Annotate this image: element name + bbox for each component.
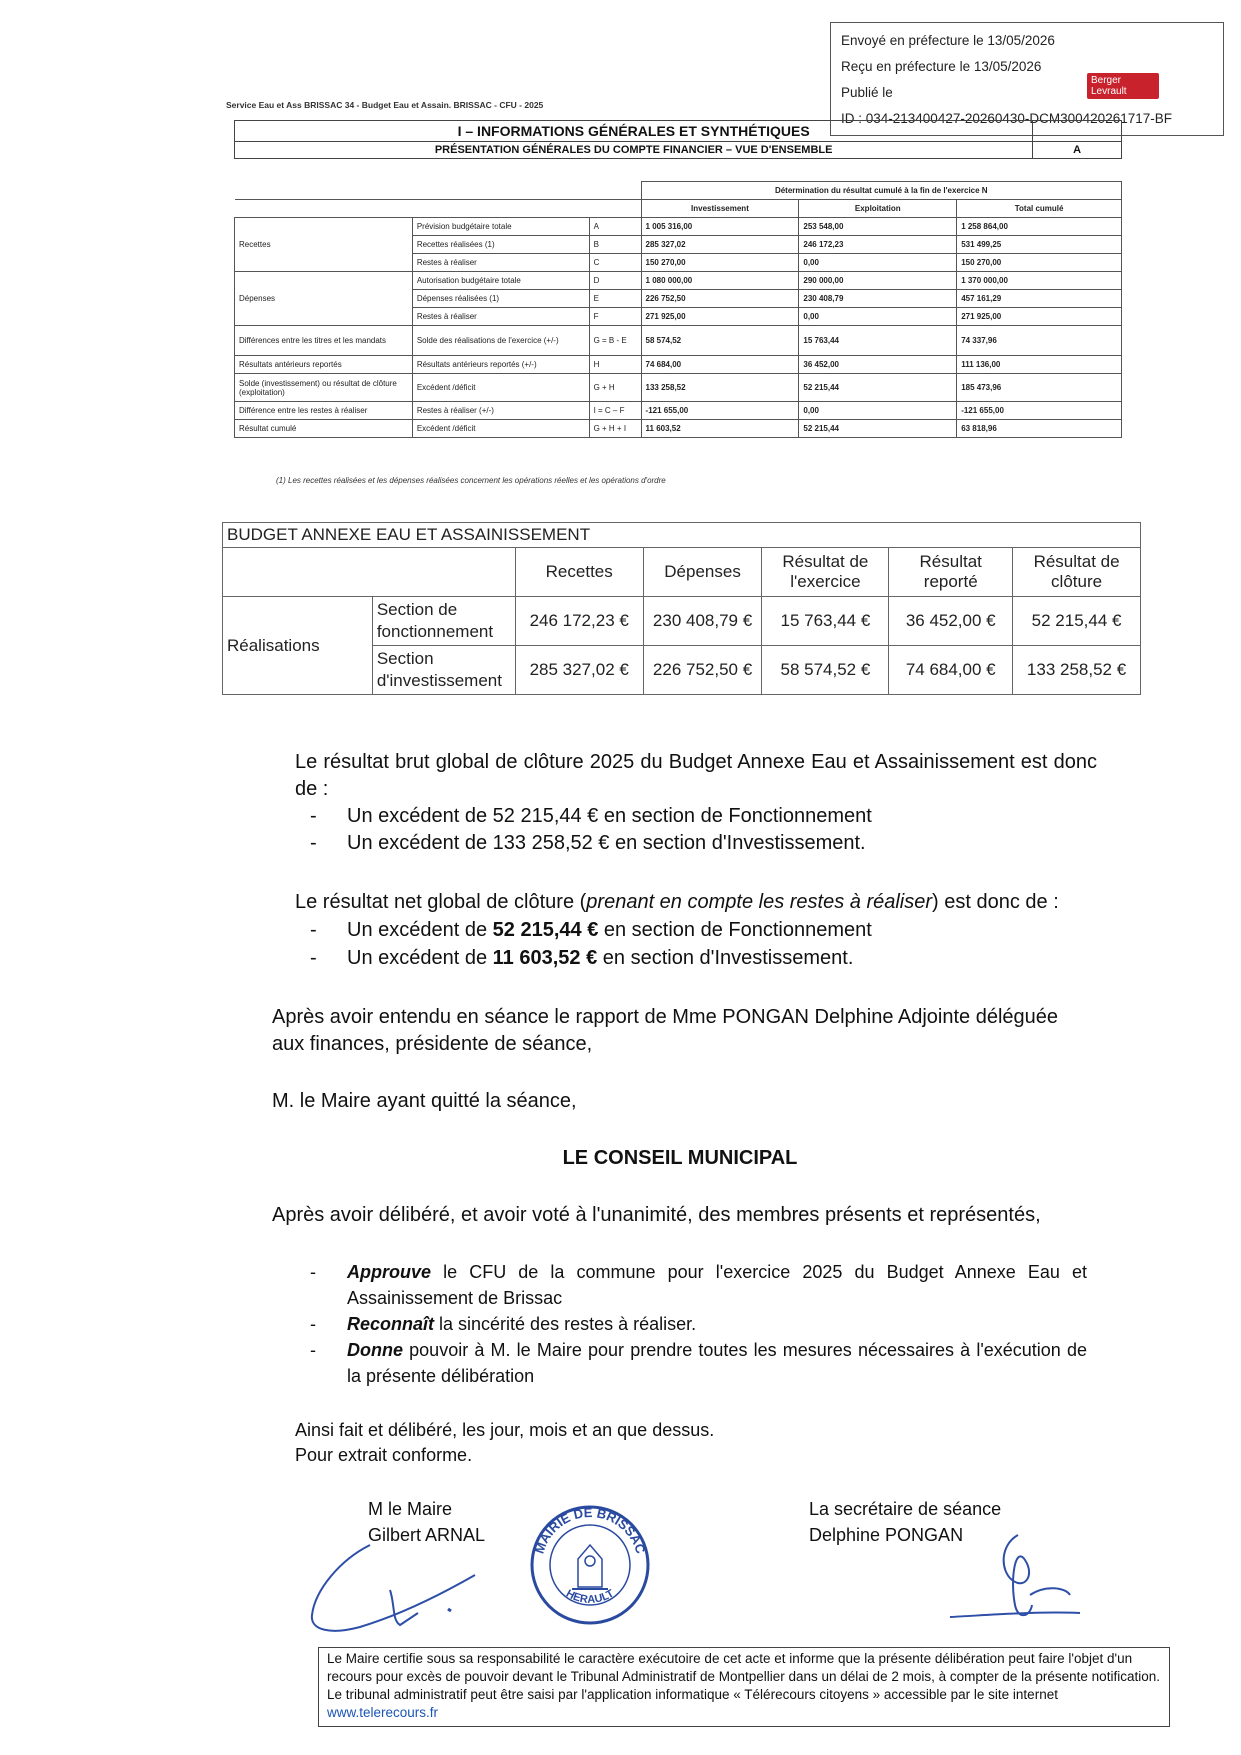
- table-row: Différences entre les titres et les mandats Solde des réalisations de l'exercice (+/-) G = B - E 58 574,52 15 763,44 74 337,96: [235, 326, 1122, 356]
- col-header: Dépenses: [643, 548, 762, 597]
- mairie-seal: [528, 1503, 652, 1627]
- list-dash: -: [310, 1262, 316, 1282]
- mayor-signature: [300, 1535, 500, 1635]
- col-header: Total cumulé: [957, 200, 1122, 218]
- stamp-published: Publié le: [841, 85, 893, 100]
- table-footnote: (1) Les recettes réalisées et les dépenses réalisées concernent les opérations réelles et les opérations d'ordre: [276, 476, 666, 485]
- list-dash: -: [310, 805, 317, 827]
- berger-levrault-logo: Berger Levrault: [1087, 73, 1159, 99]
- mayor-title: M le Maire: [368, 1499, 453, 1519]
- table-row: Dépenses réalisées (1) E 226 752,50 230 408,79 457 161,29: [235, 290, 1122, 308]
- secretary-name: Delphine PONGAN: [809, 1525, 964, 1545]
- table-row: Résultat cumulé Excédent /déficit G + H + I 11 603,52 52 215,44 63 818,96: [235, 420, 1122, 438]
- list-item: Un excédent de 11 603,52 € en section d'Investissement.: [347, 947, 854, 969]
- decision-recognize: Reconnaît la sincérité des restes à réaliser.: [347, 1314, 697, 1334]
- telerecours-link[interactable]: www.telerecours.fr: [327, 1705, 439, 1720]
- table-row: Restes à réaliser F 271 925,00 0,00 271 925,00: [235, 308, 1122, 326]
- list-item: Un excédent de 52 215,44 € en section de Fonctionnement: [347, 919, 872, 941]
- stamp-id: ID : 034-213400427-20260430-DCM300420261717-BF: [841, 111, 1172, 126]
- decision-approve: Approuve le CFU de la commune pour l'exercice 2025 du Budget Annexe Eau et Assainissement de Brissac: [347, 1262, 1087, 1308]
- council-heading: LE CONSEIL MUNICIPAL: [562, 1147, 798, 1169]
- col-header: Recettes: [515, 548, 643, 597]
- table-row: Dépenses Autorisation budgétaire totale D 1 080 000,00 290 000,00 1 370 000,00: [235, 272, 1122, 290]
- budget-title: BUDGET ANNEXE EAU ET ASSAINISSEMENT: [223, 523, 1141, 548]
- paragraph-mayor-left: M. le Maire ayant quitté la séance,: [272, 1090, 577, 1112]
- stamp-received: Reçu en préfecture le 13/05/2026: [841, 59, 1042, 74]
- table-row: Résultats antérieurs reportés Résultats antérieurs reportés (+/-) H 74 684,00 36 452,00 111 136,00: [235, 356, 1122, 374]
- service-line: Service Eau et Ass BRISSAC 34 - Budget Eau et Assain. BRISSAC - CFU - 2025: [226, 100, 544, 110]
- col-header: Résultat reporté: [889, 548, 1013, 597]
- section-letter: A: [1033, 142, 1122, 159]
- list-dash: -: [310, 1314, 316, 1334]
- closing-1: Ainsi fait et délibéré, les jour, mois et an que dessus.: [295, 1420, 715, 1440]
- paragraph-report: Après avoir entendu en séance le rapport de Mme PONGAN Delphine Adjointe déléguée aux finances, présidente de séance,: [272, 1006, 1059, 1055]
- stamp-sent: Envoyé en préfecture le 13/05/2026: [841, 33, 1055, 48]
- budget-summary-table: [222, 522, 1141, 695]
- col-header: Exploitation: [799, 200, 957, 218]
- closing-2: Pour extrait conforme.: [295, 1445, 473, 1465]
- header-table: [234, 120, 1122, 159]
- table-row: Section d'investissement 285 327,02 € 226 752,50 € 58 574,52 € 74 684,00 € 133 258,52 €: [223, 646, 1141, 695]
- list-item: Un excédent de 133 258,52 € en section d'Investissement.: [347, 832, 866, 854]
- mayor-name: Gilbert ARNAL: [368, 1525, 486, 1545]
- table-row: Restes à réaliser C 150 270,00 0,00 150 270,00: [235, 254, 1122, 272]
- svg-text:HERAULT: HERAULT: [563, 1587, 617, 1606]
- list-item: Un excédent de 52 215,44 € en section de Fonctionnement: [347, 805, 872, 827]
- decision-give: Donne pouvoir à M. le Maire pour prendre toutes les mesures nécessaires à l'exécution de la présente délibération: [347, 1340, 1087, 1386]
- secretary-title: La secrétaire de séance: [809, 1499, 1002, 1519]
- table-caption: Détermination du résultat cumulé à la fin de l'exercice N: [641, 182, 1121, 200]
- result-determination-table: [234, 181, 1122, 438]
- svg-text:MAIRIE DE BRISSAC: MAIRIE DE BRISSAC: [531, 1504, 649, 1556]
- paragraph-gross-result: Le résultat brut global de clôture 2025 du Budget Annexe Eau et Assainissement est donc de :: [295, 751, 1097, 800]
- paragraph-vote: Après avoir délibéré, et avoir voté à l'unanimité, des membres présents et représentés,: [272, 1204, 1041, 1226]
- paragraph-net-result: Le résultat net global de clôture (prenant en compte les restes à réaliser) est donc de :: [295, 891, 1059, 913]
- group-label: Dépenses: [235, 272, 413, 326]
- legal-notice: Le Maire certifie sous sa responsabilité le caractère exécutoire de cet acte et informe que la présente délibération peut faire l'objet d'un recours pour excès de pouvoir devant le Tribunal Administratif de Montpellier dans un délai de 2 mois, à compter de la présente notification. Le tribunal administratif peut être saisi par l'application informatique « Télérecours citoyens » accessible par le site internet www.telerecours.fr: [318, 1647, 1170, 1727]
- table-row: Solde (investissement) ou résultat de clôture (exploitation) Excédent /déficit G + H 133 258,52 52 215,44 185 473,96: [235, 374, 1122, 402]
- prefecture-stamp: [830, 22, 1224, 136]
- section-title: I – INFORMATIONS GÉNÉRALES ET SYNTHÉTIQUES: [235, 121, 1033, 142]
- col-header: Investissement: [641, 200, 799, 218]
- table-row: Recettes Prévision budgétaire totale A 1 005 316,00 253 548,00 1 258 864,00: [235, 218, 1122, 236]
- list-dash: -: [310, 919, 317, 941]
- section-subtitle: PRÉSENTATION GÉNÉRALES DU COMPTE FINANCIER – VUE D'ENSEMBLE: [235, 142, 1033, 159]
- col-header: Résultat de clôture: [1013, 548, 1141, 597]
- table-row: Réalisations Section de fonctionnement 246 172,23 € 230 408,79 € 15 763,44 € 36 452,00 € 52 215,44 €: [223, 597, 1141, 646]
- list-dash: -: [310, 832, 317, 854]
- group-label: Réalisations: [223, 597, 373, 695]
- table-row: Recettes réalisées (1) B 285 327,02 246 172,23 531 499,25: [235, 236, 1122, 254]
- secretary-signature: [940, 1525, 1090, 1640]
- table-row: Différence entre les restes à réaliser Restes à réaliser (+/-) I = C – F -121 655,00 0,00 -121 655,00: [235, 402, 1122, 420]
- list-dash: -: [310, 1340, 316, 1360]
- list-dash: -: [310, 947, 317, 969]
- group-label: Recettes: [235, 218, 413, 272]
- col-header: Résultat de l'exercice: [762, 548, 889, 597]
